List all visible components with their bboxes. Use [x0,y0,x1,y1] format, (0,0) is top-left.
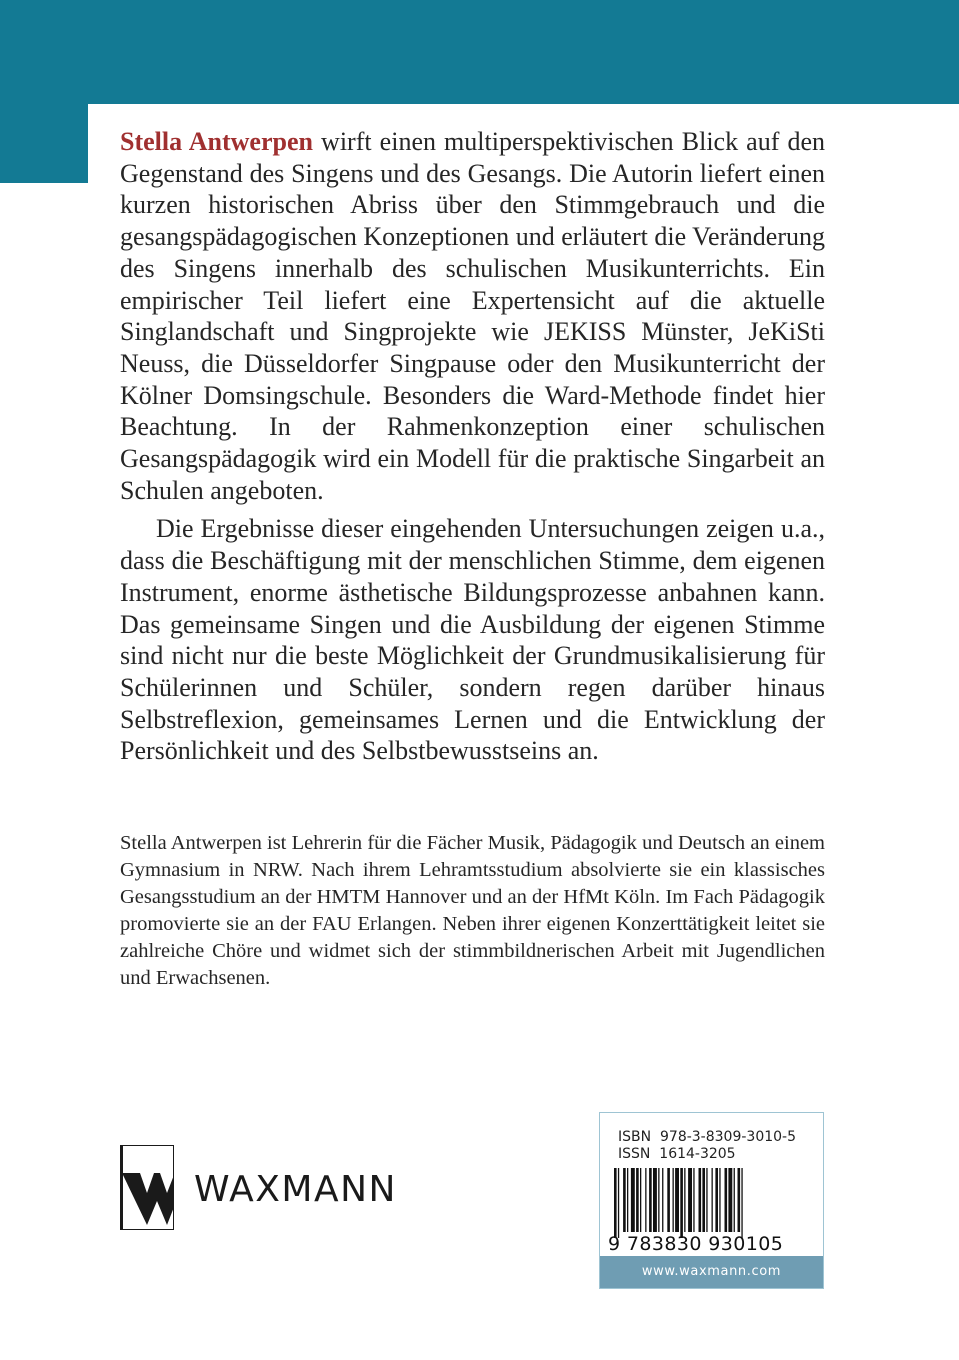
barcode-bar [728,1168,732,1232]
barcode-bar [662,1168,663,1232]
blurb-paragraph-2: Die Ergebnisse dieser eingehenden Untersuchungen zeigen u.a., dass die Beschäftigung mit der menschlichen Stimme, dem eigenen Instrument, enorme ästhetische Bildungsprozesse anbahnen kann. Das gemeinsame Singen und die Ausbildung der eigenen Stimme sind nicht nur die beste Möglichkeit der Grundmusikalisierung für Schülerinnen und Schüler, sondern regen darüber hinaus Selbstreflexion, gemeinsames Lernen und die Entwicklung der Persönlichkeit und des Selbstbewusstseins an. [120,514,825,766]
barcode-bar [699,1168,702,1232]
barcode-bar [706,1168,707,1232]
isbn-number: 978-3-8309-3010-5 [660,1129,797,1145]
barcode-bar [684,1168,685,1232]
issn-line [618,1146,736,1162]
barcode-label [599,1112,824,1289]
isbn-label: ISBN [618,1129,652,1145]
barcode-bar [715,1168,718,1232]
barcode-bar [667,1168,670,1232]
barcode-bar [658,1168,659,1232]
author-name: Stella Antwerpen [120,127,313,156]
issn-number: 1614-3205 [659,1146,736,1162]
barcode-bar [627,1168,628,1232]
barcode-bar [688,1168,692,1232]
barcode-bar [673,1168,674,1232]
barcode-bar [653,1168,657,1232]
barcode-bar [738,1168,741,1232]
isbn-line [618,1129,796,1145]
barcode-bar [741,1168,742,1238]
barcode-bar [719,1168,720,1232]
barcode-bar [645,1168,646,1232]
barcode-bar [702,1168,705,1232]
barcode-bar [712,1168,713,1232]
publisher-website: www.waxmann.com [600,1256,823,1288]
top-color-band [0,0,959,104]
publisher-logo [120,1145,430,1230]
barcode-digits: 9 783830 930105 [608,1233,784,1255]
barcode-bar [680,1168,683,1238]
blurb-paragraph-1-text: wirft einen multiperspektivischen Blick auf den Gegenstand des Singens und des Gesangs. Die Autorin liefert einen kurzen historischen Abriss über den Stimmgebrauch und die gesangspädagogischen Konzeptionen und erläutert die Veränderung des Singens innerhalb des schulischen Musikunterrichts. Ein empirischer Teil liefert eine Expertensicht auf die aktuelle Singlandschaft und Singprojekte wie JEKISS Münster, JeKiSti Neuss, die Düsseldorfer Singpause oder den Musikunterricht der Kölner Domsingschule. Besonders die Ward-Methode findet hier Beachtung. In der Rahmenkonzeption einer schulischen Gesangspädagogik wird ein Modell für die praktische Singarbeit an Schulen angeboten. [120,127,825,505]
barcode-bar [631,1168,635,1232]
barcode-bar [734,1168,735,1232]
barcode-bar [618,1168,619,1238]
blurb-paragraph-1 [120,126,825,506]
barcode-bar [675,1168,679,1232]
barcode-bar [640,1168,641,1232]
publisher-name: WAXMANN [194,1169,397,1210]
waxmann-logo-icon [120,1145,174,1230]
book-blurb [120,126,825,767]
barcode-bar [649,1168,652,1232]
issn-label: ISSN [618,1146,651,1162]
barcode-bar [614,1168,617,1238]
author-bio: Stella Antwerpen ist Lehrerin für die Fächer Musik, Pädagogik und Deutsch an einem Gymnasium in NRW. Nach ihrem Lehramtsstudium absolvierte sie ein klassisches Gesangsstudium an der HMTM Hannover und an der HfMt Köln. Im Fach Pädagogik promovierte sie an der FAU Erlangen. Neben ihrer eigenen Konzerttätigkeit leitet sie zahlreiche Chöre und widmet sich der stimmbildnerischen Arbeit mit Jugendlichen und Erwachsenen. [120,832,825,989]
barcode-bar [725,1168,728,1232]
side-color-band [0,104,88,183]
barcode-bar [693,1168,694,1232]
barcode-bar [623,1168,626,1232]
barcode-bar [636,1168,639,1232]
barcode-bars [610,1168,814,1238]
